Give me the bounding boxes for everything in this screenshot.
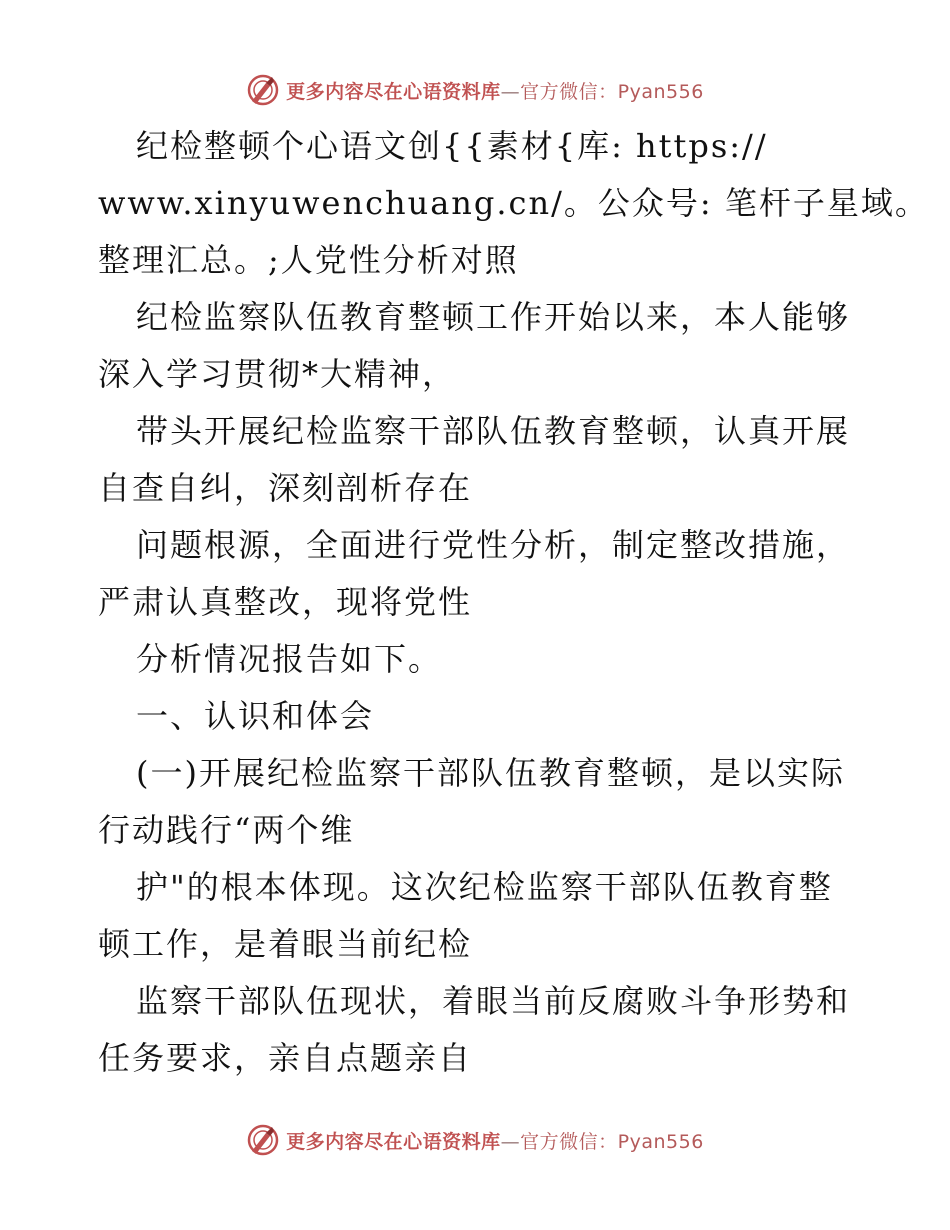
text-line: 纪检监察队伍教育整顿工作开始以来，本人能够 xyxy=(136,298,851,336)
text-line: 问题根源，全面进行党性分析，制定整改措施， xyxy=(136,526,851,564)
footer-separator: — xyxy=(500,1130,521,1153)
header-contact: 官方微信：Pyan556 xyxy=(520,80,704,103)
footer-text xyxy=(286,1127,704,1154)
header-banner xyxy=(0,70,950,110)
text-line: 整理汇总。;人党性分析对照 xyxy=(98,241,519,279)
text-line: 护"的根本体现。这次纪检监察干部队伍教育整 xyxy=(136,868,833,906)
text-line: www.xinyuwenchuang.cn/。公众号: 笔杆子星域。 xyxy=(98,184,929,222)
text-line: 严肃认真整改，现将党性 xyxy=(98,583,473,621)
text-line: 带头开展纪检监察干部队伍教育整顿，认真开展 xyxy=(136,412,851,450)
document-body xyxy=(98,118,929,1087)
text-line: 自查自纠，深刻剖析存在 xyxy=(98,469,473,507)
header-text-main: 更多内容尽在心语资料库 xyxy=(286,80,501,103)
text-line: 顿工作，是着眼当前纪检 xyxy=(98,925,473,963)
text-line: 任务要求，亲自点题亲自 xyxy=(98,1039,473,1077)
footer-contact: 官方微信：Pyan556 xyxy=(520,1130,704,1153)
pen-logo-icon xyxy=(246,1123,280,1157)
footer-text-main: 更多内容尽在心语资料库 xyxy=(286,1130,501,1153)
header-separator: — xyxy=(500,80,521,103)
text-line: 分析情况报告如下。 xyxy=(136,640,443,678)
text-line: 一、认识和体会 xyxy=(136,697,375,735)
text-line: 监察干部队伍现状，着眼当前反腐败斗争形势和 xyxy=(136,982,851,1020)
header-text xyxy=(286,77,704,104)
text-line: 深入学习贯彻*大精神， xyxy=(98,355,457,393)
footer-banner xyxy=(0,1120,950,1160)
pen-logo-icon xyxy=(246,73,280,107)
text-line: 纪检整顿个心语文创{{素材{库: https:// xyxy=(136,127,768,165)
text-line: 行动践行“两个维 xyxy=(98,811,355,849)
text-line: (一)开展纪检监察干部队伍教育整顿，是以实际 xyxy=(136,754,845,792)
